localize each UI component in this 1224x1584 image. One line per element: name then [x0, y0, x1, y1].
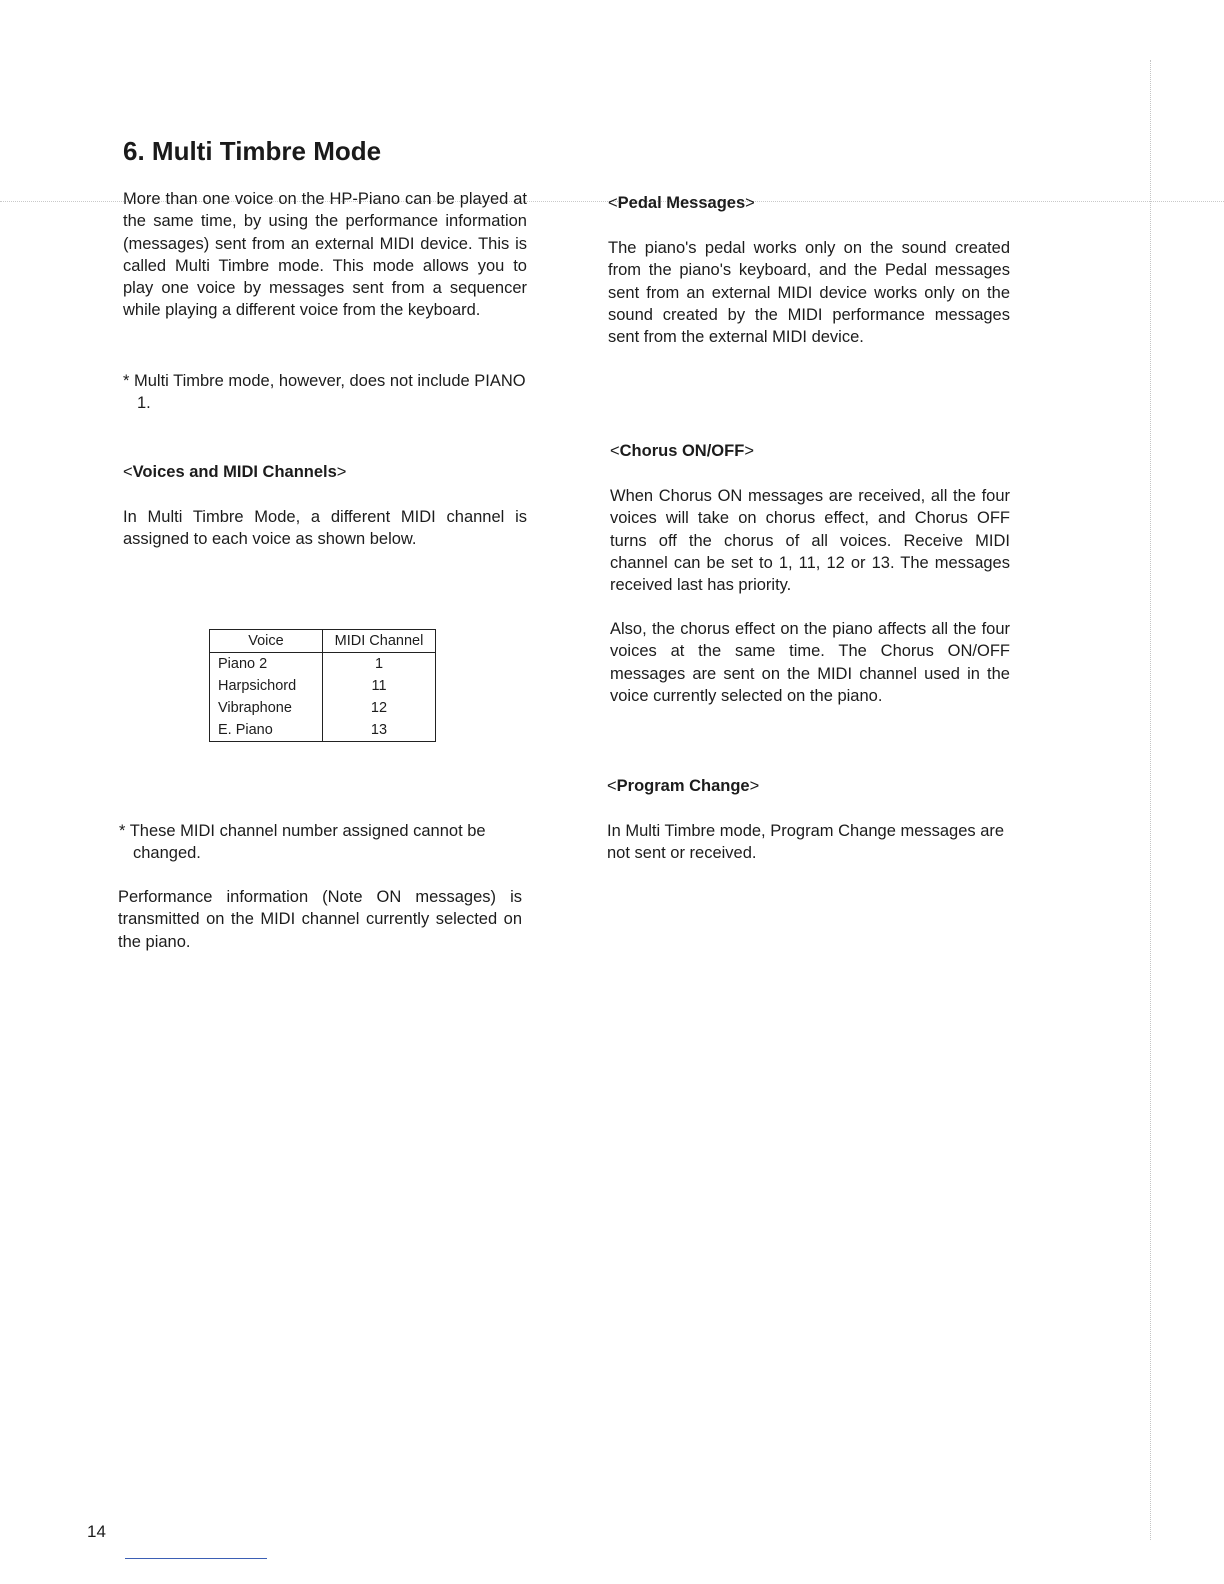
pedal-paragraph: The piano's pedal works only on the sound created from the piano's keyboard, and the Pedal messages sent from an external MIDI device works only on the sound created by the MIDI performance messages sent from the external MIDI device.	[608, 239, 1010, 347]
voices-heading-block	[123, 461, 527, 483]
performance-paragraph: Performance information (Note ON messages) is transmitted on the MIDI channel currently selected on the piano.	[118, 888, 522, 951]
pedal-heading-text: Pedal Messages	[617, 194, 746, 212]
chorus-heading-text: Chorus ON/OFF	[619, 442, 745, 460]
voices-paragraph: In Multi Timbre Mode, a different MIDI channel is assigned to each voice as shown below.	[123, 508, 527, 549]
table-header-row	[210, 630, 436, 653]
voices-heading: <Voices and MIDI Channels>	[123, 463, 347, 481]
scan-margin-dots	[1150, 60, 1151, 1540]
table-row	[210, 719, 436, 742]
chorus-text2-block	[610, 618, 1010, 707]
table-row	[210, 653, 436, 676]
chorus-paragraph-1: When Chorus ON messages are received, all the four voices will take on chorus effect, and Chorus OFF turns off the chorus of all voices. Receive MIDI channel can be set to 1, 11, 12 or 13. The messages received last has priority.	[610, 487, 1010, 595]
page-number: 14	[87, 1522, 106, 1541]
table-cell-voice: Piano 2	[210, 653, 323, 676]
table-row	[210, 675, 436, 697]
left-intro-block	[123, 188, 527, 322]
table-cell-voice: Vibraphone	[210, 697, 323, 719]
program-text-block	[607, 820, 1009, 865]
chorus-heading-block	[610, 440, 1012, 462]
chorus-text1-block	[610, 485, 1010, 596]
table-cell-voice: Harpsichord	[210, 675, 323, 697]
table-cell-channel: 11	[371, 678, 387, 694]
program-heading: <Program Change>	[607, 777, 760, 795]
voice-channel-table	[209, 629, 436, 742]
intro-paragraph: More than one voice on the HP-Piano can be played at the same time, by using the performance information (messages) sent from an external MIDI device. This is called Multi Timbre mode. This mode allows you to play one voice by messages sent from a sequencer while playing a different voice from the keyboard.	[123, 190, 527, 320]
table-row	[210, 697, 436, 719]
chorus-heading: <Chorus ON/OFF>	[610, 442, 754, 460]
note-channel-fixed: * These MIDI channel number assigned cannot be changed.	[119, 822, 486, 863]
table-header-channel: MIDI Channel	[323, 630, 436, 653]
pedal-text-block	[608, 237, 1010, 348]
chorus-paragraph-2: Also, the chorus effect on the piano affects all the four voices at the same time. The Chorus ON/OFF messages are sent on the MIDI channel used in the voice currently selected on the piano.	[610, 620, 1010, 705]
note-piano1: * Multi Timbre mode, however, does not include PIANO 1.	[123, 372, 526, 413]
table-cell-channel: 12	[370, 700, 388, 716]
pedal-heading: <Pedal Messages>	[608, 194, 755, 212]
table-cell-channel: 1	[374, 656, 384, 672]
left-note2-block	[119, 820, 523, 865]
table-cell-voice: E. Piano	[210, 719, 323, 742]
voices-heading-text: Voices and MIDI Channels	[132, 463, 337, 481]
program-heading-block	[607, 775, 1009, 797]
program-heading-text: Program Change	[616, 777, 750, 795]
pedal-heading-block	[608, 192, 1010, 214]
performance-block	[118, 886, 522, 953]
left-note1-block	[123, 370, 527, 415]
table-cell-channel: 13	[370, 722, 388, 738]
voices-text-block	[123, 506, 527, 551]
table-header-voice: Voice	[210, 630, 323, 653]
footer-rule	[125, 1558, 267, 1559]
program-paragraph: In Multi Timbre mode, Program Change messages are not sent or received.	[607, 822, 1005, 863]
page-title: 6. Multi Timbre Mode	[123, 136, 382, 166]
